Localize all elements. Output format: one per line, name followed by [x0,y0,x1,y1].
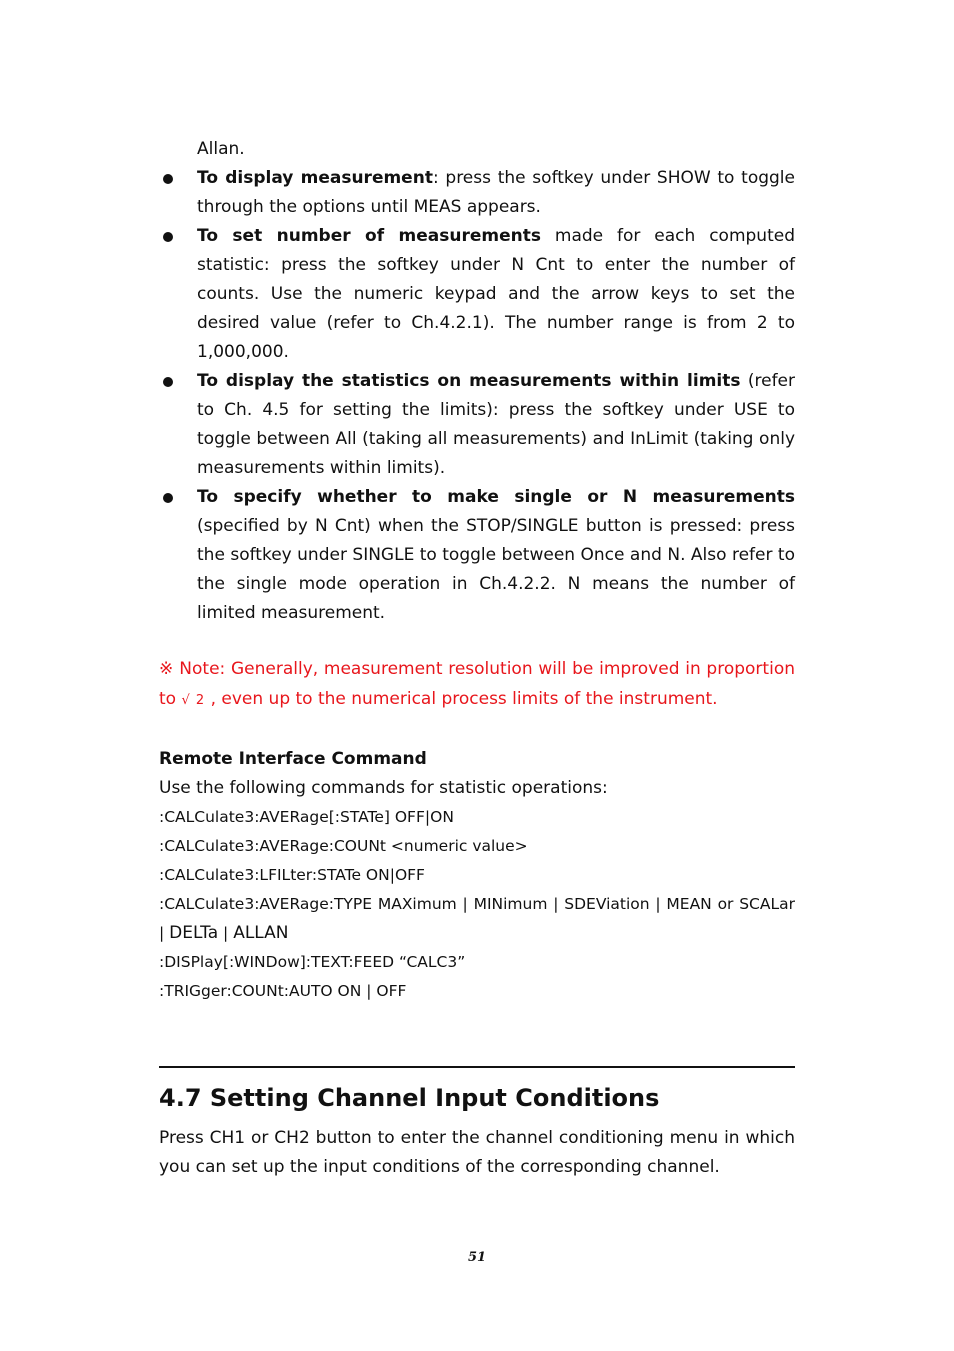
section-heading: 4.7 Setting Channel Input Conditions [159,1084,660,1112]
bullet-dot-icon [163,174,173,184]
command-line: :CALCulate3:AVERage:COUNt <numeric value> [159,837,528,855]
command-line: :CALCulate3:AVERage[:STATe] OFF|ON [159,808,454,826]
bullet-bold: To display the statistics on measurements within limits [197,371,741,391]
bullet-display-measurement [159,164,795,222]
sqrt-symbol: √ 2 [181,692,206,708]
section-divider [159,1066,795,1068]
bullet-set-number [159,222,795,367]
note-text-after: , even up to the numerical process limits of the instrument. [205,688,718,709]
bullet-dot-icon [163,377,173,387]
note-paragraph [159,655,795,715]
note-text-before: ※ Note: Generally, measurement resolution will be improved in proportion to [159,659,795,709]
bullet-single-or-n [159,483,795,628]
bullet-text: made for each computed statistic: press the softkey under N Cnt to enter the number of counts. Use the numeric keypad and the arrow keys to set the desired value (refer to Ch.4.2.1). The number range is from 2 to 1,000,000. [197,226,795,362]
bullet-dot-icon [163,493,173,503]
command-part: DELTa [169,923,219,943]
bullet-text: : press the softkey under SHOW to toggle through the options until MEAS appears. [197,168,795,217]
document-page [159,135,795,1182]
intro-continuation: Allan. [197,139,245,159]
bullet-bold: To display measurement [197,168,433,188]
bullet-bold: To specify whether to make single or N measurements [197,487,795,507]
remote-intro: Use the following commands for statistic operations: [159,778,608,798]
bullet-dot-icon [163,232,173,242]
command-part: | [218,924,234,942]
remote-interface-heading: Remote Interface Command [159,749,427,769]
bullet-bold: To set number of measurements [197,226,541,246]
command-part: :CALCulate3:AVERage:TYPE MAXimum | MINimum | SDEViation | MEAN or SCALar | [159,895,795,942]
bullet-text: (specified by N Cnt) when the STOP/SINGLE button is pressed: press the softkey under SINGLE to toggle between Once and N. Also refer to the single mode operation in Ch.4.2.2. N means the number of limited measurement. [197,516,795,623]
bullet-text: (refer to Ch. 4.5 for setting the limits): press the softkey under USE to toggle between All (taking all measurements) and InLimit (taking only measurements within limits). [197,371,796,478]
command-line [159,890,795,948]
command-line: :TRIGger:COUNt:AUTO ON | OFF [159,982,407,1000]
command-part: ALLAN [233,923,289,943]
section-body: Press CH1 or CH2 button to enter the channel conditioning menu in which you can set up the input conditions of the corresponding channel. [159,1128,795,1177]
command-line: :DISPlay[:WINDow]:TEXT:FEED “CALC3” [159,953,466,971]
bullet-display-statistics [159,367,795,483]
page-number: 51 [467,1250,487,1265]
command-line: :CALCulate3:LFILter:STATe ON|OFF [159,866,425,884]
